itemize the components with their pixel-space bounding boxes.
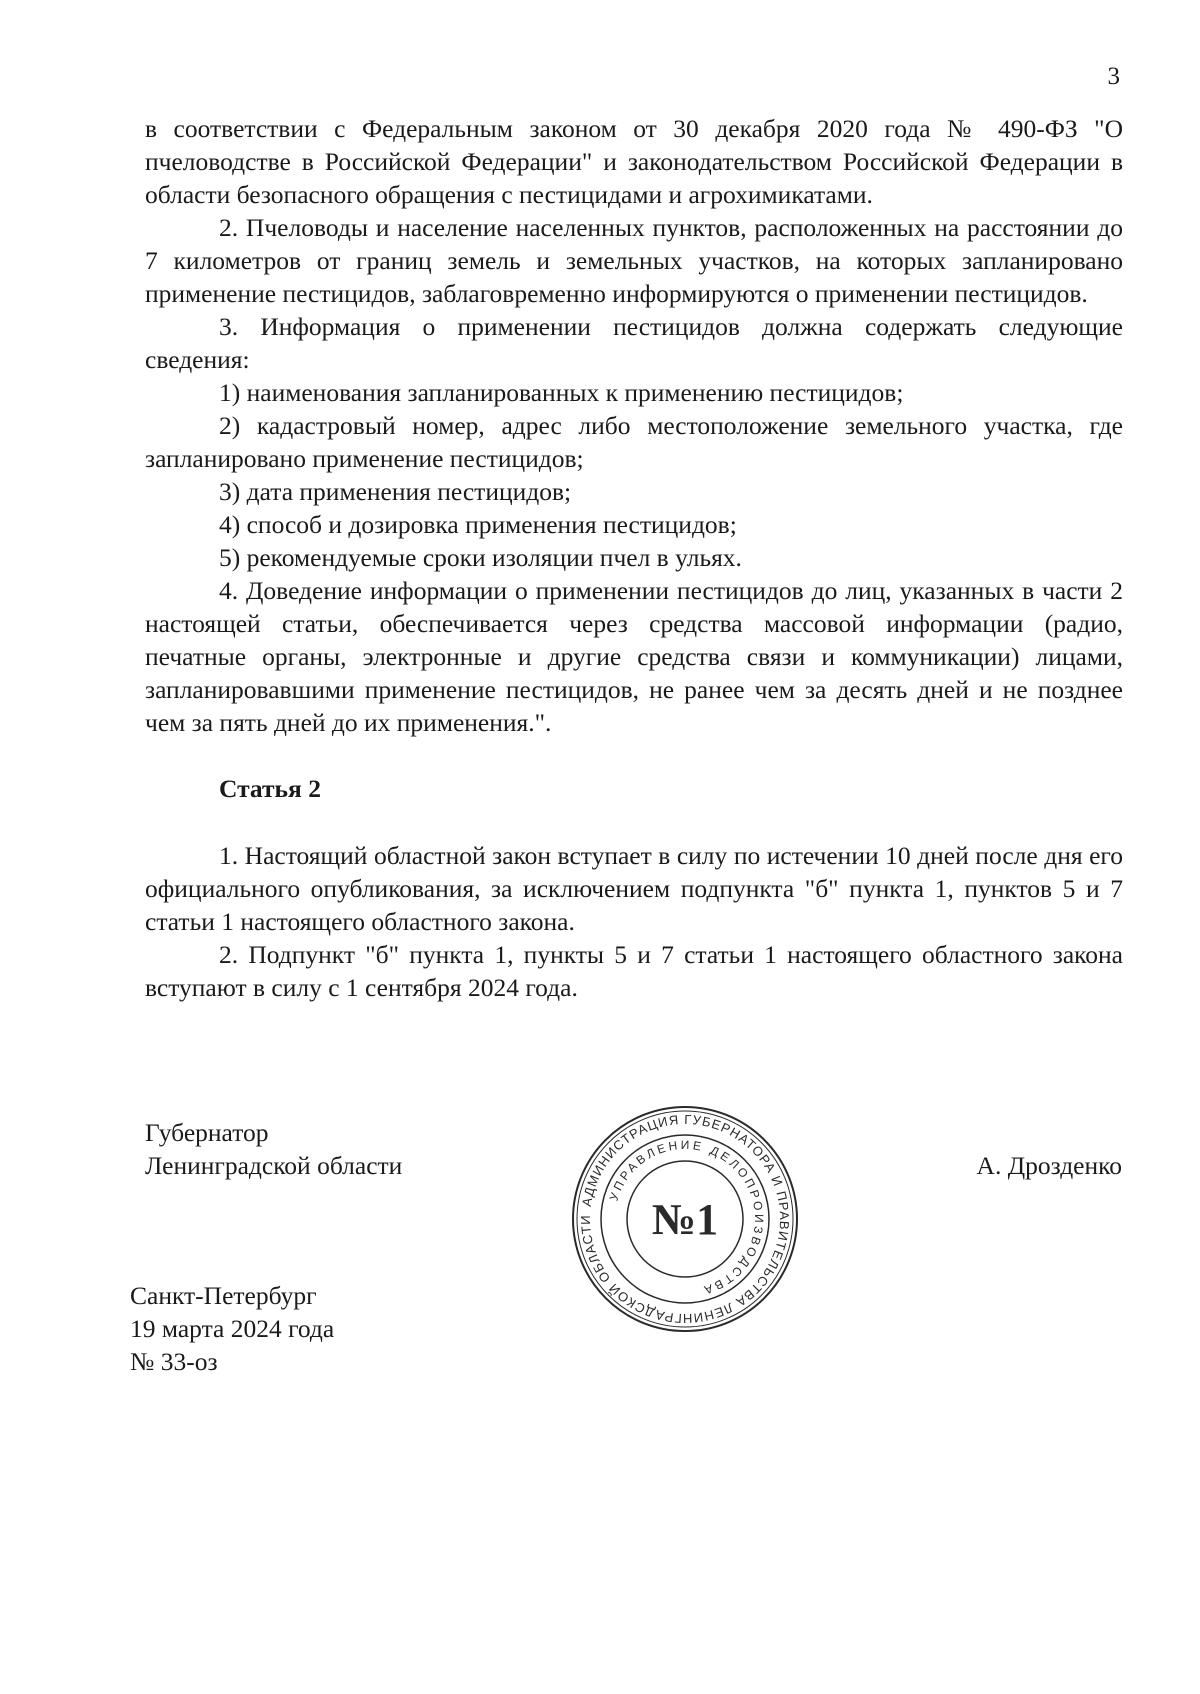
position-line: Ленинградской области [145, 1151, 403, 1180]
document-body [145, 112, 1123, 1004]
list-item: 4) способ и дозировка применения пестицидов; [219, 510, 737, 539]
list-item: 5) рекомендуемые сроки изоляции пчел в ульях. [219, 543, 742, 572]
position-line: Губернатор [145, 1118, 269, 1147]
seal-inner-text: УПРАВЛЕНИЕ ДЕЛОПРОИЗВОДСТВА [606, 1137, 767, 1298]
paragraph: 1. Настоящий областной закон вступает в силу по истечении 10 дней после дня его официального опубликования, за исключением подпункта "б" пункта 1, пунктов 5 и 7 статьи 1 настоящего областного закона. [145, 841, 1123, 936]
paragraph: в соответствии с Федеральным законом от 30 декабря 2020 года № 490-ФЗ "О пчеловодстве в Российской Федерации" и законодательством Российской Федерации в области безопасного обращения с пестицидами и агрохимикатами. [145, 114, 1123, 209]
place-date-block [130, 1279, 334, 1378]
paragraph: 3. Информация о применении пестицидов должна содержать следующие сведения: [145, 312, 1123, 374]
article-title: Статья 2 [219, 774, 321, 803]
seal-outer-text: АДМИНИСТРАЦИЯ ГУБЕРНАТОРА И ПРАВИТЕЛЬСТВА ЛЕНИНГРАДСКОЙ ОБЛАСТИ [577, 1111, 793, 1327]
seal-center-number: №1 [651, 1195, 719, 1244]
law-number: № 33-оз [130, 1347, 218, 1376]
paragraph: 2. Пчеловоды и население населенных пунктов, расположенных на расстоянии до 7 километров от границ земель и земельных участков, на которых запланировано применение пестицидов, заблаговременно информируются о применении пестицидов. [145, 213, 1123, 308]
page-number: 3 [1107, 63, 1120, 90]
date: 19 марта 2024 года [130, 1314, 335, 1343]
official-seal [570, 1104, 800, 1334]
list-item: 1) наименования запланированных к применению пестицидов; [219, 378, 904, 407]
city: Санкт-Петербург [130, 1281, 317, 1310]
list-item: 2) кадастровый номер, адрес либо местоположение земельного участка, где запланировано применение пестицидов; [145, 411, 1123, 473]
paragraph: 4. Доведение информации о применении пестицидов до лиц, указанных в части 2 настоящей статьи, обеспечивается через средства массовой информации (радио, печатные органы, электронные и другие средства связи и коммуникации) лицами, запланировавшими применение пестицидов, не ранее чем за десять дней и не позднее чем за пять дней до их применения.". [145, 576, 1123, 737]
signatory-position [145, 1116, 402, 1182]
paragraph: 2. Подпункт "б" пункта 1, пункты 5 и 7 статьи 1 настоящего областного закона вступают в силу с 1 сентября 2024 года. [145, 940, 1123, 1002]
list-item: 3) дата применения пестицидов; [219, 477, 572, 506]
signatory-name: А. Дрозденко [976, 1151, 1122, 1180]
